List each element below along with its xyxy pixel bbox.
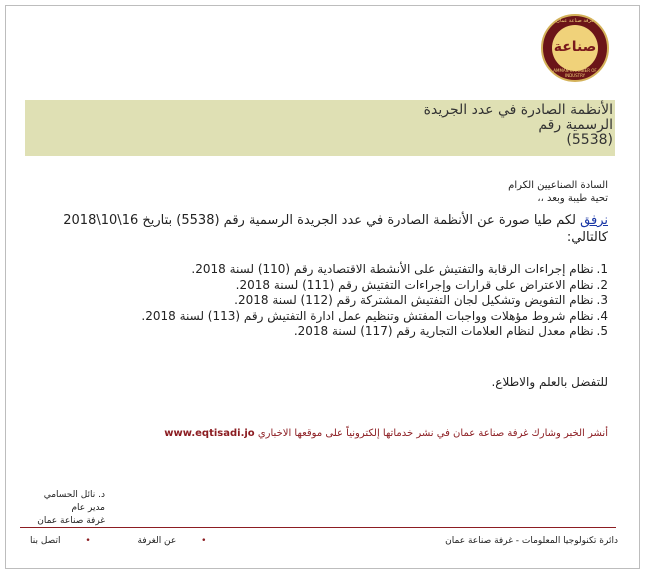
bullet-icon: • <box>85 536 91 546</box>
title-line-1: الأنظمة الصادرة في عدد الجريدة <box>423 102 613 118</box>
signatory-org: غرفة صناعة عمان <box>37 516 105 526</box>
list-item: 2.نظام الاعتراض على قرارات وإجراءات التفتيش رقم (111) لسنة 2018. <box>235 277 608 292</box>
logo-bottom-text: AMMAN CHAMBER OF INDUSTRY <box>553 68 597 78</box>
page-title <box>424 103 613 148</box>
title-line-3: (5538) <box>566 132 613 148</box>
logo-top-text: غرفة صناعة عمان <box>556 18 594 24</box>
title-band-underline <box>25 152 615 156</box>
intro-text: لكم طيا صورة عن الأنظمة الصادرة في عدد الجريدة الرسمية رقم (5538) بتاريخ 16\10\2018 كالتالي: <box>63 213 608 245</box>
greeting: تحية طيبة وبعد ،، <box>537 193 608 204</box>
regulations-list <box>141 262 608 340</box>
list-item: 5.نظام معدل لنظام العلامات التجارية رقم (117) لسنة 2018. <box>293 324 608 338</box>
about-link[interactable]: • عن الغرفة <box>137 536 207 546</box>
share-note <box>164 428 608 439</box>
bullet-icon: • <box>201 536 207 546</box>
footer-divider <box>20 527 616 528</box>
closing-line: للتفضل بالعلم والاطلاع. <box>491 375 608 389</box>
site-link[interactable]: www.eqtisadi.jo <box>164 428 255 439</box>
logo-inner <box>552 25 598 71</box>
list-item: 3.نظام التفويض وتشكيل لجان التفتيش المشتركة رقم (112) لسنة 2018. <box>234 293 608 307</box>
title-line-2: الرسمية رقم <box>538 117 613 133</box>
list-item: 1.نظام إجراءات الرقابة والتفتيش على الأنشطة الاقتصادية رقم (110) لسنة 2018. <box>191 262 608 276</box>
intro-paragraph <box>38 212 608 246</box>
list-item: 4.نظام شروط مؤهلات وواجبات المفتش وتنظيم عمل ادارة التفتيش رقم (113) لسنة 2018. <box>141 308 608 323</box>
signatory-name: د. نائل الحسامي <box>43 490 105 500</box>
salutation: السادة الصناعيين الكرام <box>508 180 608 191</box>
contact-link[interactable]: • اتصل بنا <box>30 536 91 546</box>
signature-block <box>20 489 105 528</box>
signatory-role: مدير عام <box>71 503 105 513</box>
logo-wordmark: صناعة <box>553 39 597 55</box>
footer-links <box>30 536 250 546</box>
footer-department: دائرة تكنولوجيا المعلومات - غرفة صناعة عمان <box>445 536 618 546</box>
share-text: أنشر الخبر وشارك غرفة صناعة عمان في نشر خدماتها إلكترونياً على موقعها الاخباري <box>254 428 608 439</box>
chamber-logo <box>541 14 609 82</box>
attachment-link[interactable]: نرفق <box>580 213 608 228</box>
